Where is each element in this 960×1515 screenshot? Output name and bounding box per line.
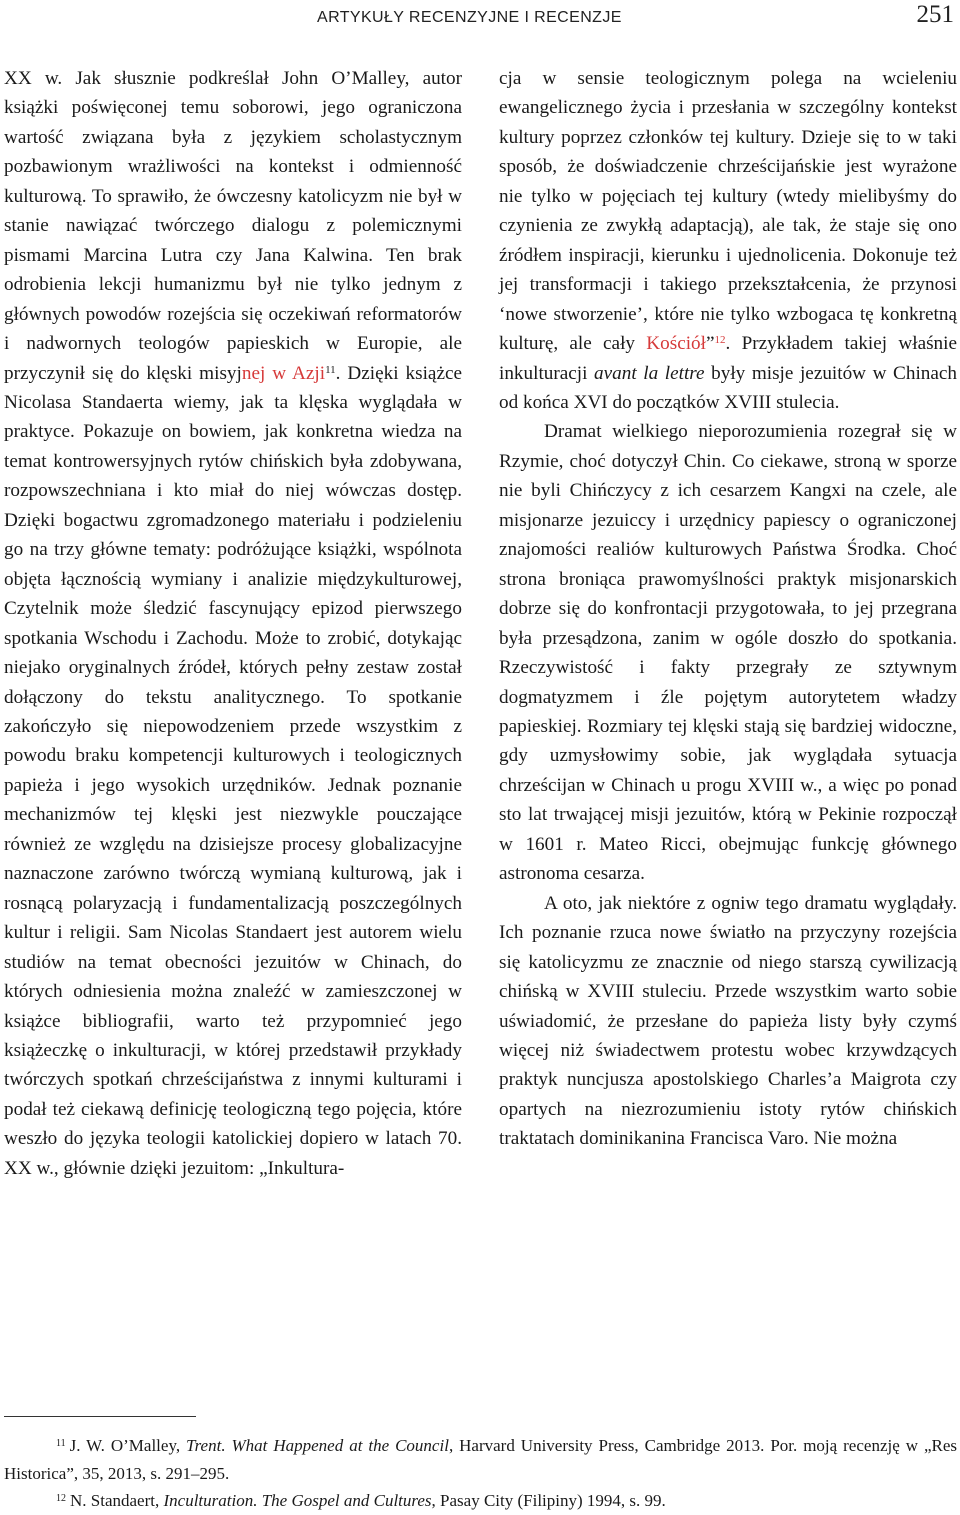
text-run: cja w sensie teologicznym polega na wcieleniu ewangelicznego życia i przesłania w szczególny kontekst kultury poprzez członków tej kultury. Dzieje się to w taki sposób, że doświadczenie chrześcijańskie jest wyrażone nie tylko w pojęciach tej kultury (wtedy mielibyśmy do czynienia ze zwykłą adaptacją), ale tak, że staje się ono źródłem inspiracji, kierunku i ujednolicenia. Dokonuje też jej transformacji i takiego przekształcenia, że przynosi ‘nowe stworzenie’, które nie tylko wzbogaca tę konkretną kulturę, ale cały (499, 68, 957, 355)
highlighted-text: Kościół (646, 333, 706, 355)
paragraph: A oto, jak niektóre z ogniw tego dramatu wyglądały. Ich poznanie rzuca nowe światło na przyczyny rozejścia się katolicyzmu ze znacznie od niego starszą cywilizacją chińską w XVIII stuleciu. Przede wszystkim warto sobie uświadomić, że przesłane do papieża listy były czymś więcej niż świadectwem protestu wobec krzywdzących praktyk nuncjusza apostolskiego Charles’a Maigrota czy opartych na niezrozumieniu istoty rytów chińskich traktatach dominikanina Francisca Varo. Nie można (499, 892, 957, 1150)
footnote-ref: 12 (714, 334, 726, 347)
text-run: XX w. Jak słusznie podkreślał John O’Malley, autor książki poświęconej temu soborowi, jego ograniczona wartość związana była z językiem scholastycznym pozbawionym wrażliwości na kontekst i odmienność kulturową. To sprawiło, że ówczesny katolicyzm nie był w stanie nawiązać twórczego dialogu z polemicznymi pismami Marcina Lutra czy Jana Kalwina. Ten brak odrobienia lekcji humanizmu był nie tylko jednym z głównych powodów rozejścia się oczekiwań reformatorów i nadwornych teologów papieskich w Europie, ale przyczynił się do klęski misyj (4, 68, 462, 384)
paragraph (499, 64, 957, 417)
footnote-number: 11 (56, 1438, 66, 1449)
page-header (0, 0, 960, 44)
footnote (4, 1432, 957, 1487)
text-run: . Przykładem takiej właśnie inkulturacji (499, 333, 957, 384)
paragraph: Dramat wielkiego nieporozumienia rozegrał się w Rzymie, choć dotyczył Chin. Co ciekawe, stroną w sporze nie byli Chińczycy z ich cesarzem Kangxi na czele, ale misjonarze jezuiccy i urzędnicy papiescy o ograniczonej znajomości realiów kulturowych Państwa Środka. Choć strona broniąca prawomyślności praktyk misjonarskich dobrze się do konfrontacji przygotowała, to jej przegrana była przesądzona, zanim w ogóle doszło do spotkania. Rzeczywistość i fakty przegrały ze sztywnym dogmatyzmem i źle pojętym autorytetem władzy papieskiej. Rozmiary tej klęski stają się bardziej widoczne, gdy uzmysłowimy sobie, jak wyglądała sytuacja chrześcijan w Chinach u progu XVIII w., a więc po ponad sto lat trwającej misji jezuitów, którą w Pekinie rozpoczął w 1601 r. Mateo Ricci, obejmując funkcję głównego astronoma cesarza. (499, 421, 957, 885)
highlighted-text: nej w Azji (241, 362, 326, 384)
paragraph (4, 64, 462, 1183)
text-run: , Pasay City (Filipiny) 1994, s. 99. (431, 1491, 666, 1510)
italic-text: Trent. What Happened at the Council (186, 1436, 449, 1455)
text-run: N. Standaert, (70, 1491, 164, 1510)
text-run: . Dzięki książce Nicolasa Standaerta wiemy, jak ta klęska wyglądała w praktyce. Pokazuje on bowiem, jak konkretna wiedza na temat kontrowersyjnych rytów chińskich była zdobywana, rozpowszechniana i kto miał do niej wówczas dostęp. Dzięki bogactwu zgromadzonego materiału i podzieleniu go na trzy główne tematy: podróżujące książki, wspólnota objęta łącznością wymiany i analizie międzykulturowej, Czytelnik może śledzić fascynujący epizod pierwszego spotkania Wschodu i Zachodu. Może to zrobić, dotykając niejako oryginalnych źródeł, których pełny zestaw został dołączony do tekstu analitycznego. To spotkanie zakończyło się niepowodzeniem przede wszystkim z powodu braku kompetencji kulturowych i teologicznych papieża i jego wysokich urzędników. Jednak poznanie mechanizmów tej klęski jest niezwykle pouczające również ze względu na dzisiejsze procesy globalizacyjne naznaczone zarówno twórczą wymianą kulturową, jak i rosnącą polaryzacją i fundamentalizacją poszczególnych kultur i religii. Sam Nicolas Standaert jest autorem wielu studiów na temat obecności jezuitów w Chinach, do których odniesienia można znaleźć w zamieszczonej w książce bibliografii, warto też przypomnieć jego książeczkę o inkulturacji, w której przedstawił przykłady twórczych spotkań chrześcijaństwa z innymi kulturami i podał też ciekawą definicję teologiczną tego pojęcia, które weszło do języka teologii katolickiej dopiero w latach 70. XX w., głównie dzięki jezuitom: „Inkultura- (4, 362, 462, 1179)
footnotes (4, 1432, 957, 1515)
page-number: 251 (916, 1, 954, 28)
footnote (4, 1487, 957, 1515)
italic-text: Inculturation. The Gospel and Cultures (163, 1491, 432, 1510)
footnote-divider (4, 1416, 196, 1417)
footnote-number: 12 (56, 1493, 66, 1504)
text-run: J. W. O’Malley, (69, 1436, 187, 1455)
italic-text: avant la lettre (594, 362, 705, 384)
text-run: były misje jezuitów w Chinach od końca XVI do początków XVIII stulecia. (499, 362, 957, 413)
text-run: ” (705, 333, 715, 355)
text-run: , Harvard University Press, Cambridge 2013. Por. moją recenzję w „Res Historica”, 35, 2013, s. 291–295. (4, 1436, 957, 1483)
left-column (4, 64, 462, 1183)
right-column (499, 64, 957, 1154)
footnote-ref: 11 (325, 363, 336, 376)
running-title: ARTYKUŁY RECENZYJNE I RECENZJE (317, 9, 622, 26)
